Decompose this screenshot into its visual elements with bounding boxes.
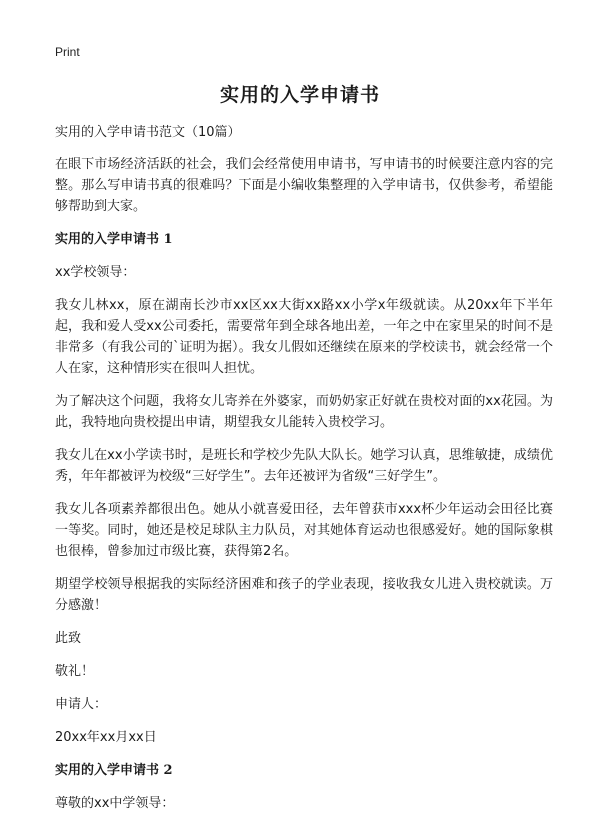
salutation: xx学校领导：	[55, 265, 136, 280]
body-paragraph: 为了解决这个问题，我将女儿寄养在外婆家，而奶奶家正好就在贵校对面的xx花园。为此，我特地向贵校提出申请，期望我女儿能转入贵校学习。	[55, 394, 553, 430]
salutation: 尊敬的xx中学领导：	[55, 796, 175, 811]
print-link[interactable]: Print	[55, 45, 80, 59]
document-body	[55, 122, 553, 826]
closing-line: 此致	[55, 631, 82, 646]
document-subtitle: 实用的入学申请书范文（10篇）	[55, 125, 241, 140]
applicant-label: 申请人：	[55, 697, 108, 712]
body-paragraph: 我女儿各项素养都很出色。她从小就喜爱田径，去年曾获市xxx杯少年运动会田径比赛一等奖。同时，她还是校足球队主力队员，对其她体育运动也很感爱好。她的国际象棋也很棒，曾参加过市级比赛，获得第2名。	[55, 502, 553, 559]
body-paragraph: 我女儿在xx小学读书时，是班长和学校少先队大队长。她学习认真，思维敏捷，成绩优秀，年年都被评为校级“三好学生”。去年还被评为省级“三好学生”。	[55, 448, 553, 484]
section-heading: 实用的入学申请书 1	[55, 232, 173, 247]
body-paragraph: 期望学校领导根据我的实际经济困难和孩子的学业表现，接收我女儿进入贵校就读。万分感激！	[55, 577, 553, 613]
section-heading: 实用的入学申请书 2	[55, 763, 173, 778]
intro-paragraph: 在眼下市场经济活跃的社会，我们会经常使用申请书，写申请书的时候要注意内容的完整。那么写申请书真的很难吗？下面是小编收集整理的入学申请书，仅供参考，希望能够帮助到大家。	[55, 157, 553, 214]
closing-line: 敬礼！	[55, 664, 95, 679]
body-paragraph: 我女儿林xx，原在湖南长沙市xx区xx大街xx路xx小学x年级就读。从20xx年下半年起，我和爱人受xx公司委托，需要常年到全球各地出差，一年之中在家里呆的时间不是非常多（有我公司的`证明为据）。我女儿假如还继续在原来的学校读书，就会经常一个人在家，这种情形实在很叫人担忧。	[55, 298, 553, 376]
date-line: 20xx年xx月xx日	[55, 730, 157, 745]
page-title: 实用的入学申请书	[219, 84, 380, 106]
